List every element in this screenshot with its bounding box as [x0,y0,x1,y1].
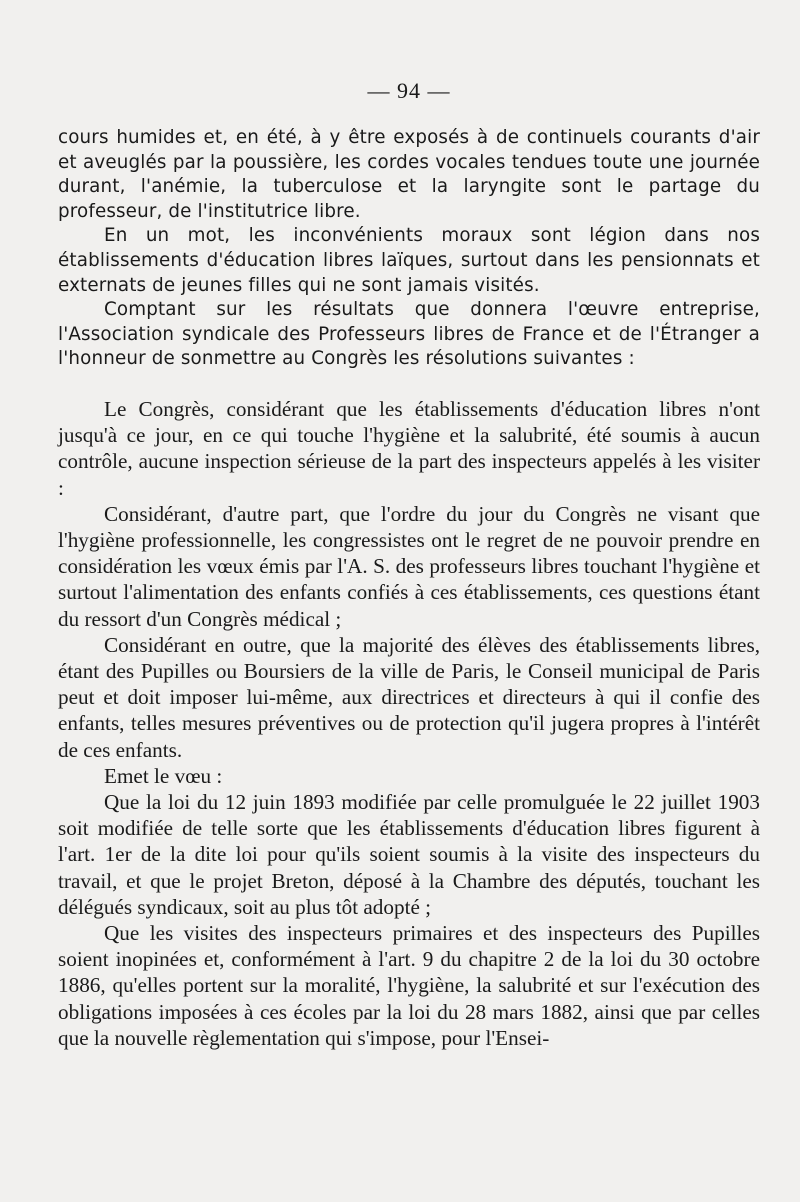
intro-paragraph: cours humides et, en été, à y être exposés à de continuels courants d'air et aveuglés par la poussière, les cordes vocales tendues toute une journée durant, l'anémie, la tuberculose et la laryngite sont le partage du professeur, de l'institutrice libre. [58,127,760,222]
intro-section [58,126,760,372]
resolution-paragraph: Emet le vœu : [104,763,223,788]
resolution-paragraph: Considérant en outre, que la majorité des élèves des établissements libres, étant des Pupilles ou Boursiers de la ville de Paris, le Conseil municipal de Paris peut et doit imposer lui-même, aux directrices et directeurs à qui il confie des enfants, telles mesures préventives ou de protection qu'il jugera propres à l'intérêt de ces enfants. [58,632,760,762]
intro-paragraph: En un mot, les inconvénients moraux sont légion dans nos établissements d'éducation libres laïques, surtout dans les pensionnats et externats de jeunes filles qui ne sont jamais visités. [58,225,760,296]
resolution-paragraph: Que la loi du 12 juin 1893 modifiée par celle promulguée le 22 juillet 1903 soit modifiée de telle sorte que les établissements d'éducation libres figurent à l'art. 1er de la dite loi pour qu'ils soient soumis à la visite des inspecteurs du travail, et que le projet Breton, déposé à la Chambre des députés, touchant les délégués syndicaux, soit au plus tôt adopté ; [58,789,760,919]
resolution-paragraph: Que les visites des inspecteurs primaires et des inspecteurs des Pupilles soient inopinées et, conformément à l'art. 9 du chapitre 2 de la loi du 30 octobre 1886, qu'elles portent sur la moralité, l'hygiène, la salubrité et sur l'exécution des obligations imposées à ces écoles par la loi du 28 mars 1882, ainsi que par celles que la nouvelle règlementation qui s'impose, pour l'Ensei- [58,921,760,1050]
page-number: — 94 — [367,78,451,103]
resolution-paragraph: Le Congrès, considérant que les établissements d'éducation libres n'ont jusqu'à ce jour, en ce qui touche l'hygiène et la salubrité, été soumis à aucun contrôle, aucune inspection sérieuse de la part des inspecteurs appelés à les visiter : [58,396,760,500]
resolutions-section [58,396,760,1051]
intro-paragraph: Comptant sur les résultats que donnera l'œuvre entreprise, l'Association syndicale des Professeurs libres de France et de l'Étranger a l'honneur de sonmettre au Congrès les résolutions suivantes : [58,299,760,370]
section-gap [58,372,760,396]
resolution-paragraph: Considérant, d'autre part, que l'ordre du jour du Congrès ne visant que l'hygiène professionnelle, les congressistes ont le regret de ne pouvoir prendre en considération les vœux émis par l'A. S. des professeurs libres touchant l'hygiène et surtout l'alimentation des enfants confiés à ces établissements, ces questions étant du ressort d'un Congrès médical ; [58,501,760,631]
